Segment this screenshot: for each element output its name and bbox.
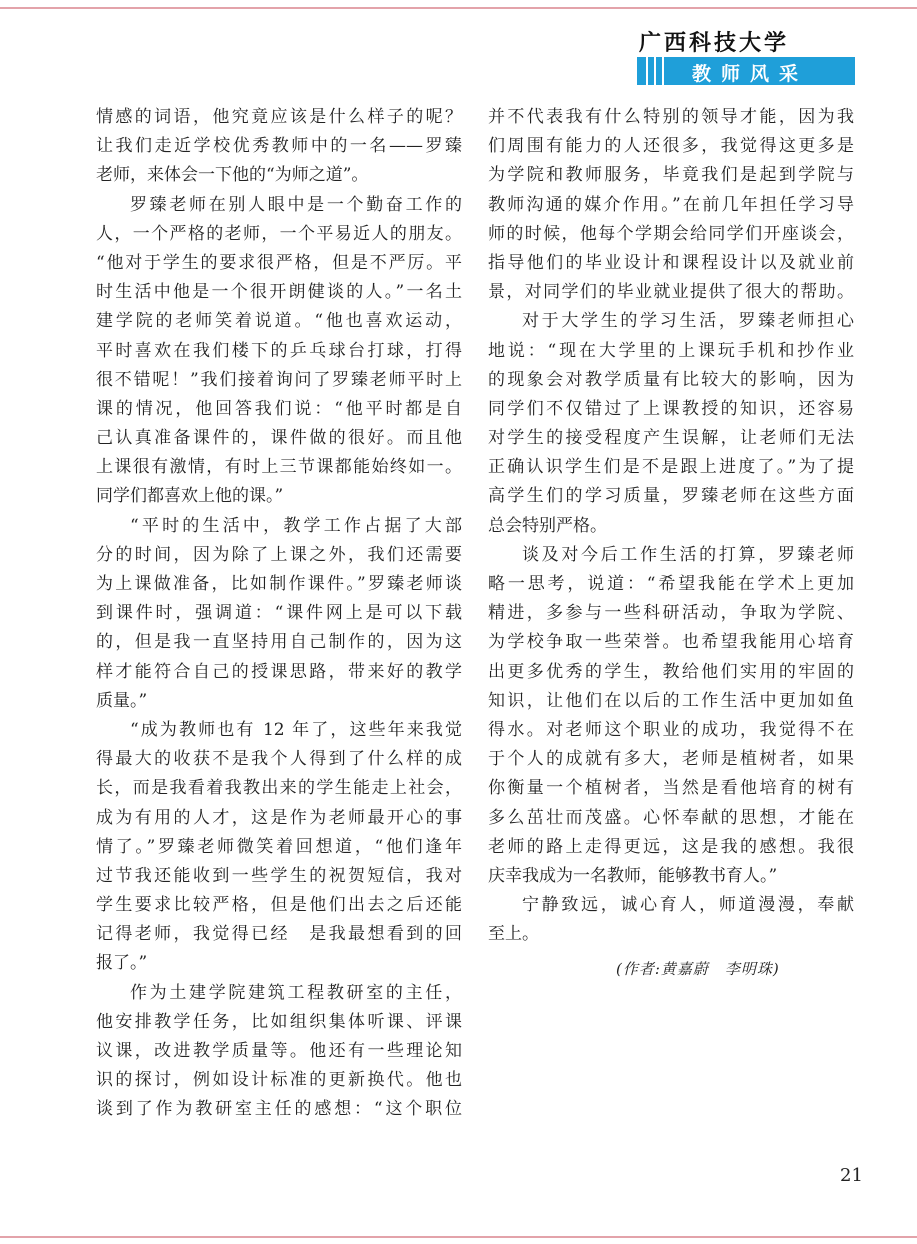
text-line: 对于大学生的学习生活，罗臻老师担心: [522, 311, 854, 332]
text-line: 记得老师，我觉得已经 是我最想看到的回: [96, 924, 462, 945]
text-line: 得最大的收获不是我个人得到了什么样的成: [96, 749, 462, 770]
text-line: 知识，让他们在以后的工作生活中更加如鱼: [488, 690, 854, 711]
text-line: “平时的生活中，教学工作占据了大部: [130, 515, 462, 536]
text-line: 精进，多参与一些科研活动，争取为学院、: [488, 603, 854, 624]
section-banner: [637, 57, 855, 85]
school-name: 广西科技大学: [639, 30, 790, 56]
author-credit: (作者:黄嘉蔚 李明珠): [616, 960, 780, 978]
text-line: 让我们走近学校优秀教师中的一名——罗臻: [96, 136, 462, 157]
text-line: 平时喜欢在我们楼下的乒乓球台打球，打得: [96, 340, 462, 361]
left-column: [96, 103, 462, 1125]
text-line: 人，一个严格的老师，一个平易近人的朋友。: [96, 223, 462, 244]
text-line: 景，对同学们的毕业就业提供了很大的帮助。: [488, 282, 854, 303]
text-line: 对学生的接受程度产生误解，让老师们无法: [488, 428, 854, 449]
banner-stripe: [646, 57, 648, 85]
text-line: 学生要求比较严格，但是他们出去之后还能: [96, 895, 462, 916]
text-line: 得水。对老师这个职业的成功，我觉得不在: [488, 719, 854, 740]
text-line: 谈及对今后工作生活的打算，罗臻老师: [522, 544, 854, 565]
text-line: 你衡量一个植树者，当然是看他培育的树有: [488, 778, 854, 799]
text-line: 到课件时，强调道：“课件网上是可以下载: [96, 603, 462, 624]
text-line: “成为教师也有 12 年了，这些年来我觉: [130, 719, 462, 740]
text-line: “他对于学生的要求很严格，但是不严厉。平: [96, 252, 462, 273]
text-line: 宁静致远，诚心育人，师道漫漫，奉献: [522, 895, 854, 916]
section-title: 教师风采: [692, 63, 809, 85]
page-number: 21: [840, 1165, 863, 1186]
text-line: 己认真准备课件的，课件做的很好。而且他: [96, 428, 462, 449]
text-line: 过节我还能收到一些学生的祝贺短信，我对: [96, 865, 462, 886]
text-line: 为学院和教师服务，毕竟我们是起到学院与: [488, 165, 854, 186]
text-line: 多么茁壮而茂盛。心怀奉献的思想，才能在: [488, 807, 854, 828]
top-rule: [0, 7, 917, 9]
banner-stripe: [654, 57, 656, 85]
text-line: 老师，来体会一下他的“为师之道”。: [96, 165, 369, 186]
right-column: [488, 103, 854, 949]
text-line: 出更多优秀的学生，教给他们实用的牢固的: [488, 661, 854, 682]
text-line: 罗臻老师在别人眼中是一个勤奋工作的: [130, 194, 462, 215]
text-line: 并不代表我有什么特别的领导才能，因为我: [488, 107, 854, 127]
text-line: 们周围有能力的人还很多，我觉得这更多是: [488, 136, 854, 157]
text-line: 正确认识学生们是不是跟上进度了。”为了提: [488, 457, 854, 478]
text-line: 他安排教学任务，比如组织集体听课、评课: [96, 1011, 462, 1032]
banner-stripe: [662, 57, 664, 85]
text-line: 上课很有激情，有时上三节课都能始终如一。: [96, 457, 462, 478]
text-line: 高学生们的学习质量，罗臻老师在这些方面: [488, 486, 854, 507]
text-line: 为上课做准备，比如制作课件。”罗臻老师谈: [96, 574, 462, 594]
text-line: 为学校争取一些荣誉。也希望我能用心培育: [488, 632, 854, 653]
text-line: 情了。”罗臻老师微笑着回想道，“他们逢年: [96, 836, 462, 857]
text-line: 的现象会对教学质量有比较大的影响，因为: [488, 369, 854, 390]
text-line: 议课，改进教学质量等。他还有一些理论知: [96, 1041, 462, 1061]
text-line: 谈到了作为教研室主任的感想：“这个职位: [96, 1099, 462, 1120]
text-line: 长，而是我看着我教出来的学生能走上社会，: [96, 778, 462, 799]
text-line: 地说：“现在大学里的上课玩手机和抄作业: [488, 340, 854, 361]
text-line: 质量。”: [96, 690, 148, 711]
text-line: 同学们都喜欢上他的课。”: [96, 486, 284, 507]
text-line: 建学院的老师笑着说道。“他也喜欢运动，: [96, 311, 462, 332]
text-line: 指导他们的毕业设计和课程设计以及就业前: [488, 252, 854, 273]
text-line: 时生活中他是一个很开朗健谈的人。”一名土: [96, 282, 462, 303]
bottom-rule: [0, 1236, 917, 1238]
text-line: 样才能符合自己的授课思路，带来好的教学: [96, 661, 462, 682]
text-line: 分的时间，因为除了上课之外，我们还需要: [96, 544, 462, 565]
text-line: 于个人的成就有多大，老师是植树者，如果: [488, 749, 854, 770]
text-line: 情感的词语，他究竟应该是什么样子的呢？: [96, 107, 462, 127]
text-line: 庆幸我成为一名教师，能够教书育人。”: [488, 865, 778, 886]
text-line: 课的情况，他回答我们说：“他平时都是自: [96, 398, 462, 419]
text-line: 略一思考，说道：“希望我能在学术上更加: [488, 574, 854, 594]
text-line: 作为土建学院建筑工程教研室的主任，: [130, 982, 462, 1003]
text-line: 师的时候，他每个学期会给同学们开座谈会，: [488, 223, 854, 244]
text-line: 同学们不仅错过了上课教授的知识，还容易: [488, 398, 854, 419]
text-line: 识的探讨，例如设计标准的更新换代。他也: [96, 1070, 462, 1091]
text-line: 很不错呢！”我们接着询问了罗臻老师平时上: [96, 369, 462, 390]
text-line: 老师的路上走得更远，这是我的感想。我很: [488, 836, 854, 857]
text-line: 教师沟通的媒介作用。”在前几年担任学习导: [488, 194, 854, 215]
text-line: 总会特别严格。: [488, 515, 607, 536]
text-line: 报了。”: [96, 953, 148, 974]
text-line: 至上。: [488, 924, 539, 945]
text-line: 成为有用的人才，这是作为老师最开心的事: [96, 807, 462, 828]
text-line: 的，但是我一直坚持用自己制作的，因为这: [96, 632, 462, 653]
